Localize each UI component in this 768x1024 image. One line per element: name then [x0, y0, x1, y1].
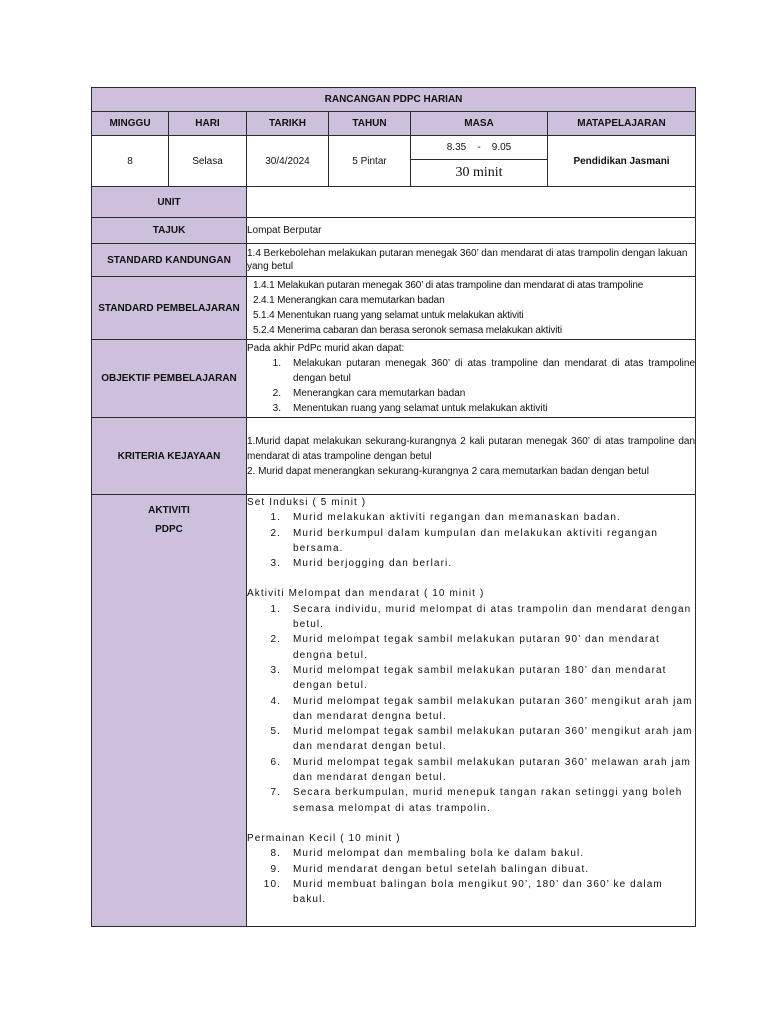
hari-value: Selasa [169, 136, 247, 187]
label-aktiviti-line2: PDPC [155, 524, 183, 535]
label-aktiviti [92, 495, 247, 927]
unit-value [247, 187, 696, 218]
list-item: 2. Murid berkumpul dalam kumpulan dan melakukan aktiviti regangan bersama. [270, 527, 659, 554]
list-item: 10. Murid membuat balingan bola mengikut 90’, 180’ dan 360’ ke dalam bakul. [263, 878, 663, 906]
header-matapelajaran: MATAPELAJARAN [548, 112, 696, 136]
tahun-value: 5 Pintar [329, 136, 411, 187]
kriteria-item: 2. Murid dapat menerangkan sekurang-kurangnya 2 cara memutarkan badan dengan betul [247, 465, 649, 477]
label-aktiviti-line1: AKTIVITI [148, 505, 190, 516]
masa-range: 8.35 - 9.05 [411, 136, 547, 160]
permainan-heading: Permainan Kecil ( 10 minit ) [247, 832, 401, 844]
list-item: 3. Menentukan ruang yang selamat untuk melakukan aktiviti [272, 403, 548, 414]
label-objektif: OBJEKTIF PEMBELAJARAN [92, 340, 247, 418]
plan-title: RANCANGAN PDPC HARIAN [92, 88, 696, 112]
label-tajuk: TAJUK [92, 218, 247, 244]
list-item: 1. Murid melakukan aktiviti regangan dan memanaskan badan. [270, 512, 621, 524]
aktiviti-cell [247, 495, 696, 927]
header-tahun: TAHUN [329, 112, 411, 136]
lesson-plan-table [91, 87, 696, 927]
label-unit: UNIT [92, 187, 247, 218]
list-item: 3. Murid melompat tegak sambil melakukan putaran 180’ dan mendarat dengan betul. [270, 664, 667, 692]
standard-pembelajaran-item: 2.4.1 Menerangkan cara memutarkan badan [253, 295, 445, 306]
standard-pembelajaran-list [247, 277, 696, 340]
masa-cell [411, 136, 548, 187]
matapelajaran-value: Pendidikan Jasmani [548, 136, 696, 187]
label-standard-pembelajaran: STANDARD PEMBELAJARAN [92, 277, 247, 340]
masa-duration: 30 minit [455, 165, 503, 180]
objektif-cell [247, 340, 696, 418]
list-item: 1. Melakukan putaran menegak 360’ di atas trampoline dan mendarat di atas trampoline dengan betul [272, 358, 696, 384]
melompat-heading: Aktiviti Melompat dan mendarat ( 10 minit ) [247, 588, 485, 600]
label-standard-kandungan: STANDARD KANDUNGAN [92, 244, 247, 277]
list-item: 3. Murid berjogging dan berlari. [270, 558, 453, 570]
kriteria-item: 1.Murid dapat melakukan sekurang-kurangnya 2 kali putaran menegak 360’ di atas trampoline dan mendarat di atas trampoline dengan betul [247, 435, 696, 462]
list-item: 4. Murid melompat tegak sambil melakukan putaran 360’ mengikut arah jam dan mendarat dengna betul. [270, 695, 693, 722]
objektif-list [247, 356, 695, 416]
standard-pembelajaran-item: 1.4.1 Melakukan putaran menegak 360’ di atas trampoline dan mendarat di atas trampoline [253, 280, 644, 291]
standard-pembelajaran-item: 5.2.4 Menerima cabaran dan berasa seronok semasa melakukan aktiviti [253, 325, 563, 336]
melompat-list [247, 602, 695, 816]
header-minggu: MINGGU [92, 112, 169, 136]
tajuk-value: Lompat Berputar [247, 218, 696, 244]
list-item: 6. Murid melompat tegak sambil melakukan putaran 360’ melawan arah jam dan mendarat dengan betul. [270, 756, 691, 784]
header-hari: HARI [169, 112, 247, 136]
tarikh-value: 30/4/2024 [247, 136, 329, 187]
set-induksi-heading: Set Induksi ( 5 minit ) [247, 497, 367, 508]
list-item: 1. Secara individu, murid melompat di atas trampolin dan mendarat dengan betul. [270, 603, 692, 631]
standard-pembelajaran-item: 5.1.4 Menentukan ruang yang selamat untuk melakukan aktiviti [253, 310, 524, 321]
lesson-plan-page [91, 87, 695, 927]
minggu-value: 8 [92, 136, 169, 187]
header-tarikh: TARIKH [247, 112, 329, 136]
standard-kandungan-value: 1.4 Berkebolehan melakukan putaran menegak 360’ dan mendarat di atas trampolin dengan lakuan yang betul [247, 244, 696, 277]
list-item: 2. Murid melompat tegak sambil melakukan putaran 90’ dan mendarat dengna betul. [270, 634, 660, 661]
list-item: 7. Secara berkumpulan, murid menepuk tangan rakan setinggi yang boleh semasa melompat di atas trampolin. [270, 787, 683, 814]
list-item: 8. Murid melompat dan membaling bola ke dalam bakul. [270, 848, 585, 860]
list-item: 2. Menerangkan cara memutarkan badan [272, 388, 466, 399]
header-masa: MASA [411, 112, 548, 136]
kriteria-cell [247, 418, 696, 495]
list-item: 9. Murid mendarat dengan betul setelah balingan dibuat. [270, 863, 590, 875]
list-item: 5. Murid melompat tegak sambil melakukan putaran 360’ mengikut arah jam dan mendarat dengan betul. [270, 726, 693, 753]
objektif-intro: Pada akhir PdPc murid akan dapat: [247, 343, 405, 354]
permainan-list [247, 846, 695, 907]
label-kriteria: KRITERIA KEJAYAAN [92, 418, 247, 495]
set-induksi-list [247, 510, 695, 571]
